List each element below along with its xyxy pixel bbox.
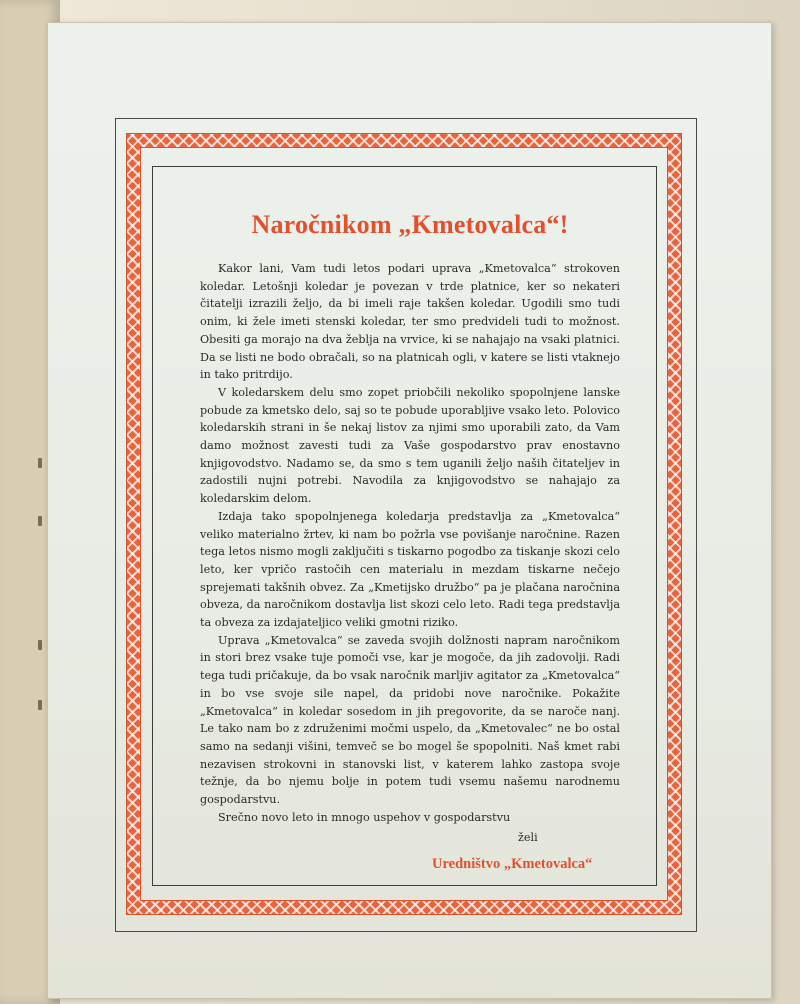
paragraph-1: Kakor lani, Vam tudi letos podari uprava „Kmetovalca“ strokoven koledar. Letošnji koledar je povezan v trde platnice, ker so nekateri čitatelji izrazili željo, da bi imeli raje takšen koledar. Ugodili smo tudi onim, ki žele imeti stenski koledar, ter smo predvideli tudi to možnost. Obesiti ga morajo na dva žeblja na vrvice, ki se nahajajo na vsaki platnici. Da se listi ne bodo obračali, so na platnicah ogli, v katere se listi vtaknejo in tako pritrdijo. [200, 262, 620, 382]
signature: Uredništvo „Kmetovalca“ [432, 855, 593, 872]
paragraph-3: Izdaja tako spopolnjenega koledarja predstavlja za „Kmetovalca“ veliko materialno žrtev, ki nam bo požrla vse povišanje naročnine. Razen tega letos nismo mogli zaključiti s tiskarno pogodbo za tiskanje skozi celo leto, ker vpričo rastočih cen materialu in mezdam tiskarne nečejo sprejemati takšnih obvez. Za „Kmetijsko družbo“ pa je plačana naročnina obveza, da naročnikom dostavlja list skozi celo leto. Radi tega predstavlja ta obveza za izdajateljico veliki gmotni riziko. [200, 509, 620, 630]
letter-body [200, 210, 620, 873]
paragraph-2: V koledarskem delu smo zopet priobčili nekoliko spopolnjene lanske pobude za kmetsko delo, saj so te pobude uporabljive vsako leto. Polovico koledarskih strani in še nekaj listov za njimi smo uporabili zato, da Vam damo možnost zavesti tudi za Vaše gospodarstvo prav enostavno knjigovodstvo. Nadamo se, da smo s tem uganili željo naših čitateljev in zadostili nujni potrebi. Navodila za knjigovodstvo se nahajajo za koledarskim delom. [200, 385, 620, 506]
staple-icon [38, 458, 42, 468]
staple-icon [38, 700, 42, 710]
closing-verb: želi [518, 830, 538, 844]
page-title: Naročnikom „Kmetovalca“! [251, 210, 569, 239]
staple-icon [38, 640, 42, 650]
paragraph-4: Uprava „Kmetovalca“ se zaveda svojih dolžnosti napram naročnikom in stori brez vsake tuje pomoči vse, kar je mogoče, da jih zadovolji. Radi tega tudi pričakuje, da bo vsak naročnik marljiv agitator za „Kmetovalca“ in bo vse svoje sile napel, da pridobi nove naročnike. Pokažite „Kmetovalca“ in koledar sosedom in jih pregovorite, da se naroče nanj. Le tako nam bo z združenimi močmi uspelo, da „Kmetovalec“ ne bo ostal samo na sedanji višini, temveč se bo mogel še spopolniti. Naš kmet rabi nezavisen strokovni in stanovski list, v katerem lahko zastopa svoje težnje, da bo njemu bolje in potem tudi vsemu našemu narodnemu gospodarstvu. [200, 633, 620, 807]
closing-greeting: Srečno novo leto in mnogo uspehov v gospodarstvu [218, 810, 511, 824]
staple-icon [38, 516, 42, 526]
